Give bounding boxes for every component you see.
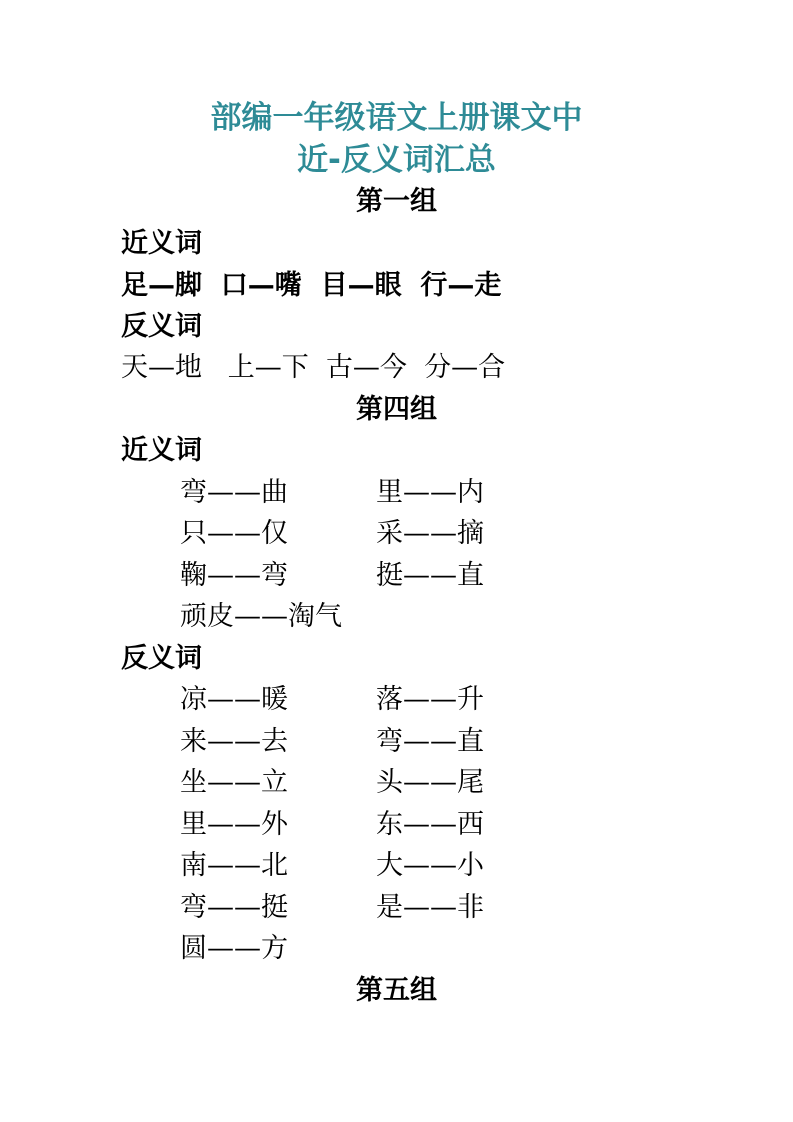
antonym-pair: 弯——挺 [180, 892, 288, 923]
antonym-pair: 圆——方 [180, 933, 288, 964]
synonym-pair: 只——仅 [180, 518, 288, 549]
group4-heading: 第四组 [356, 394, 437, 425]
antonym-pair: 弯——直 [376, 726, 484, 757]
synonym-pair: 顽皮——淘气 [180, 601, 342, 632]
synonym-pair: 里——内 [376, 477, 484, 508]
synonym-pair: 弯——曲 [180, 477, 288, 508]
antonym-pair: 南——北 [180, 850, 288, 881]
document-title-line2: 近-反义词汇总 [297, 142, 496, 178]
antonym-pair: 坐——立 [180, 767, 288, 798]
antonym-pair: 大——小 [376, 850, 484, 881]
group1-antonyms-line: 天—地 上—下 古—今 分—合 [121, 352, 506, 383]
antonym-pair: 凉——暖 [180, 684, 288, 715]
group5-heading: 第五组 [356, 975, 437, 1006]
antonym-pair: 来——去 [180, 726, 288, 757]
group1-antonyms-label: 反义词 [121, 311, 202, 342]
antonym-pair: 落——升 [376, 684, 484, 715]
antonym-pair: 是——非 [376, 892, 484, 923]
group1-heading: 第一组 [356, 186, 437, 217]
document-title-line1: 部编一年级语文上册课文中 [210, 100, 583, 136]
group1-synonyms-line: 足—脚 口—嘴 目—眼 行—走 [121, 270, 502, 301]
synonym-pair: 鞠——弯 [180, 560, 288, 591]
antonym-pair: 东——西 [376, 809, 484, 840]
group4-antonyms-label: 反义词 [121, 643, 202, 674]
antonym-pair: 头——尾 [376, 767, 484, 798]
antonym-pair: 里——外 [180, 809, 288, 840]
synonym-pair: 挺——直 [376, 560, 484, 591]
synonym-pair: 采——摘 [376, 518, 484, 549]
group1-synonyms-label: 近义词 [121, 228, 202, 259]
group4-synonyms-label: 近义词 [121, 435, 202, 466]
